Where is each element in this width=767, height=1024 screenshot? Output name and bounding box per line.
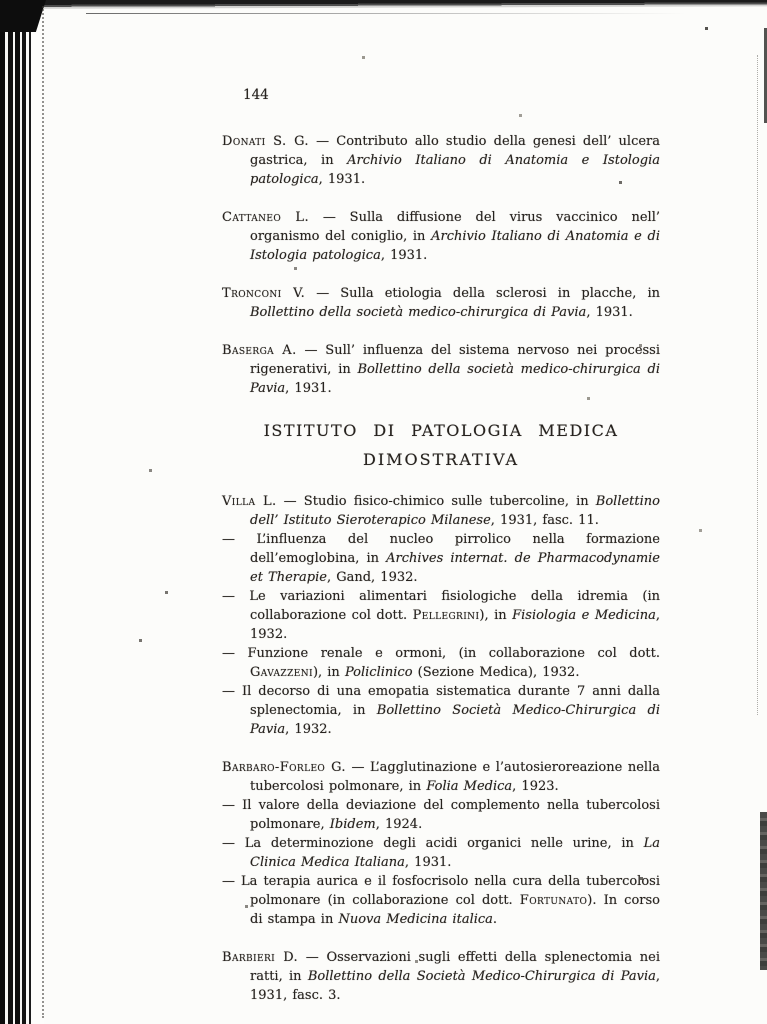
journal-title: Bollettino della Società Medico-Chirurgica di Pavia	[307, 969, 656, 984]
entry-text: — L’agglutinazione e l’autosieroreazione nella tubercolosi polmonare, in	[250, 760, 660, 794]
author-name: Pellegrini	[412, 608, 480, 623]
scan-right-edge-shadow	[760, 812, 767, 970]
journal-title: Archivio Italiano di Anatomia e Istologia patologica	[250, 153, 660, 187]
entry-text: , 1931, fasc. 3.	[250, 969, 661, 1003]
entry-text: — La determinozione degli acidi organici nelle urine, in	[222, 836, 644, 851]
journal-title: Archives internat. de Pharmacodynamie et Therapie	[250, 551, 660, 585]
entry-text: ). In corso di stampa in	[250, 893, 661, 927]
entry-text: (Sezione Medica), 1932.	[412, 665, 580, 680]
entry-text: , Gand, 1932.	[326, 570, 418, 585]
entry-text: , 1932.	[285, 722, 332, 737]
entry-text: — Osservazioni sugli effetti della splenectomia nei ratti, in	[250, 950, 661, 984]
bibliography-section-top	[222, 132, 660, 398]
journal-title: Ibidem	[329, 817, 376, 832]
author-name: Donati S. G.	[222, 134, 309, 149]
journal-title: Policlinico	[344, 665, 413, 680]
bibliography-entry	[222, 530, 660, 587]
bibliography-entry	[222, 682, 660, 739]
entry-text: , 1931.	[586, 305, 633, 320]
bibliography-entry	[222, 872, 660, 929]
author-name: Gavazzeni	[250, 665, 313, 680]
entry-text: — L’influenza del nucleo pirrolico nella formazione dell’emoglobina, in	[222, 532, 660, 566]
entry-text: — Sulla etiologia della sclerosi in placche, in	[305, 286, 660, 301]
journal-title: Nuova Medicina italica	[338, 912, 493, 927]
bibliography-entry	[222, 284, 660, 322]
entry-text: — Sulla diffusione del virus vaccinico nell’ organismo del coniglio, in	[250, 210, 660, 244]
entry-text: ), in	[479, 608, 513, 623]
scan-top-edge-band	[0, 0, 767, 9]
journal-title: Fisiologia e Medicina	[512, 608, 656, 623]
entry-text: — Il decorso di una emopatia sistematica durante 7 anni dalla splenectomia, in	[222, 684, 660, 718]
author-name: Fortunato	[519, 893, 588, 908]
entry-text: , 1931.	[318, 172, 366, 187]
entry-text: , 1931.	[380, 248, 428, 263]
bibliography-entry	[222, 796, 660, 834]
entry-text: .	[492, 912, 498, 927]
journal-title: Bollettino della società medico-chirurgica di Pavia	[250, 362, 660, 396]
scan-top-rule-line	[86, 13, 686, 14]
bibliography-entry	[222, 492, 660, 530]
journal-title: La Clinica Medica Italiana	[250, 836, 660, 870]
bibliography-entry	[222, 834, 660, 872]
book-binding-edge	[0, 0, 44, 1024]
entry-text: — Contributo allo studio della genesi dell’ ulcera gastrica, in	[250, 134, 661, 168]
entry-text: , 1932.	[250, 608, 661, 642]
page-content	[222, 86, 660, 1005]
entry-text: — Funzione renale e ormoni, (in collaborazione col dott.	[222, 646, 660, 661]
entry-text: , 1931.	[404, 855, 452, 870]
section-heading-line2: DIMOSTRATIVA	[362, 450, 520, 469]
entry-text: — La terapia aurica e il fosfocrisolo nella cura della tubercolosi polmonare (in collaborazione col dott.	[222, 874, 660, 908]
journal-title: Folia Medica	[426, 779, 513, 794]
journal-title: Archivio Italiano di Anatomia e di Istologia patologica	[250, 229, 661, 263]
entry-text: , 1931.	[285, 381, 332, 396]
author-name: Cattaneo L.	[222, 210, 309, 225]
bibliography-entry	[222, 341, 660, 398]
entry-text: , 1924.	[375, 817, 423, 832]
bibliography-section-bottom	[222, 492, 660, 1005]
entry-text: , 1931, fasc. 11.	[490, 513, 599, 528]
entry-text: — Il valore della deviazione del complemento nella tubercolosi polmonare,	[222, 798, 660, 832]
journal-title: Bollettino della società medico-chirurgica di Pavia	[250, 305, 587, 320]
scan-noise-specks	[0, 0, 1, 1]
author-name: Barbieri D.	[222, 950, 299, 965]
bibliography-entry	[222, 758, 660, 796]
author-name: Tronconi V.	[222, 286, 306, 301]
bibliography-entry	[222, 644, 660, 682]
journal-title: Bollettino dell’ Istituto Sieroterapico Milanese	[250, 494, 660, 528]
section-heading-line1: ISTITUTO DI PATOLOGIA MEDICA	[263, 421, 619, 440]
entry-text: , 1923.	[512, 779, 559, 794]
author-name: Barbaro-Forleo G.	[222, 760, 346, 775]
bibliography-entry	[222, 948, 660, 1005]
author-name: Villa L.	[222, 494, 277, 509]
bibliography-entry	[222, 208, 660, 265]
entry-text: — Sull’ influenza del sistema nervoso nei processi rigenerativi, in	[250, 343, 661, 377]
entry-text: — Le variazioni alimentari fisiologiche della idremia (in collaborazione col dott.	[222, 589, 660, 623]
bibliography-entry	[222, 587, 660, 644]
author-name: Baserga A.	[222, 343, 297, 358]
page-right-edge-line	[757, 55, 758, 715]
page-number: 144	[243, 87, 269, 103]
page-fold-line	[42, 6, 44, 1018]
journal-title: Bollettino Società Medico-Chirurgica di Pavia	[250, 703, 661, 737]
bibliography-entry	[222, 132, 660, 189]
entry-text: ), in	[312, 665, 345, 680]
entry-text: — Studio fisico-chimico sulle tubercoline, in	[276, 494, 596, 509]
